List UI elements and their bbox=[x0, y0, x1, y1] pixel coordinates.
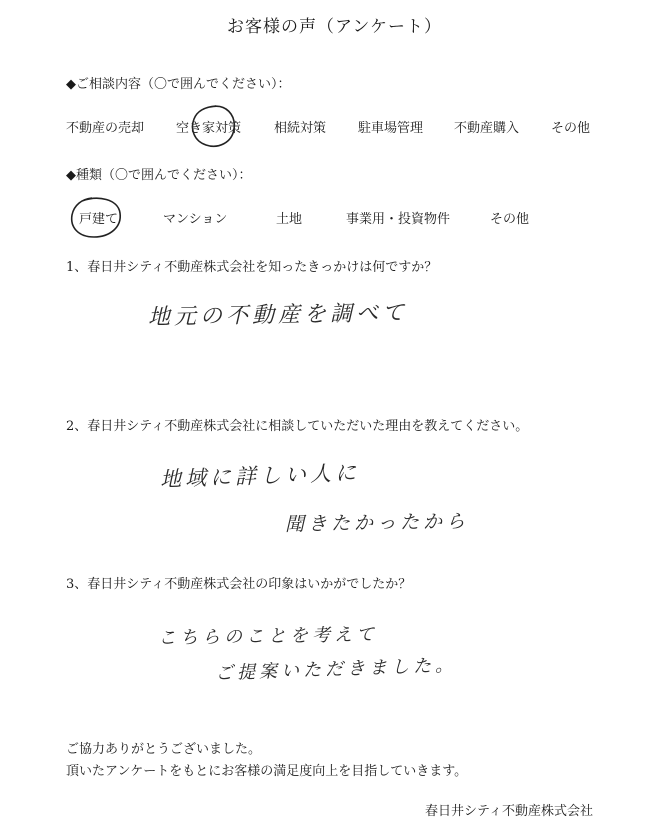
question-3-label: 3、春日井シティ不動産株式会社の印象はいかがでしたか？ bbox=[66, 577, 412, 592]
consultation-heading: ◆ご相談内容（〇で囲んでください）： bbox=[66, 77, 291, 92]
question-2-answer-line-1: 地域に詳しい人に bbox=[159, 460, 361, 492]
consultation-option-inheritance[interactable]: 相続対策 bbox=[274, 121, 327, 136]
company-name: 春日井シティ不動産株式会社 bbox=[425, 804, 593, 819]
consultation-option-parking[interactable]: 駐車場管理 bbox=[358, 121, 424, 136]
type-option-detached-house[interactable]: 戸建て bbox=[79, 212, 119, 227]
selection-circle-detached-house bbox=[68, 195, 124, 241]
consultation-option-vacant-house[interactable]: 空き家対策 bbox=[176, 121, 242, 136]
question-2-label: 2、春日井シティ不動産株式会社に相談していただいた理由を教えてください。 bbox=[66, 419, 529, 434]
survey-title: お客様の声（アンケート） bbox=[227, 17, 442, 37]
consultation-option-sale[interactable]: 不動産の売却 bbox=[66, 121, 145, 136]
type-option-other[interactable]: その他 bbox=[490, 212, 530, 227]
question-1-label: 1、春日井シティ不動産株式会社を知ったきっかけは何ですか？ bbox=[66, 260, 438, 275]
closing-line-1: ご協力ありがとうございました。 bbox=[66, 742, 262, 757]
question-1-answer-line-1: 地元の不動産を調べて bbox=[147, 300, 409, 331]
type-option-commercial-investment[interactable]: 事業用・投資物件 bbox=[346, 212, 451, 227]
type-option-land[interactable]: 土地 bbox=[276, 212, 303, 227]
selection-circle-vacant-house bbox=[188, 103, 238, 151]
question-2-answer-line-2: 聞きたかったから bbox=[284, 510, 470, 536]
consultation-option-other[interactable]: その他 bbox=[551, 121, 591, 136]
question-3-answer-line-1: こちらのことを考えて bbox=[157, 624, 379, 649]
type-option-condominium[interactable]: マンション bbox=[163, 212, 228, 227]
question-3-answer-line-2: ご提案いただきました。 bbox=[214, 654, 458, 685]
consultation-option-purchase[interactable]: 不動産購入 bbox=[454, 121, 520, 136]
type-heading: ◆種類（〇で囲んでください）： bbox=[66, 168, 252, 183]
closing-line-2: 頂いたアンケートをもとにお客様の満足度向上を目指していきます。 bbox=[66, 764, 468, 779]
